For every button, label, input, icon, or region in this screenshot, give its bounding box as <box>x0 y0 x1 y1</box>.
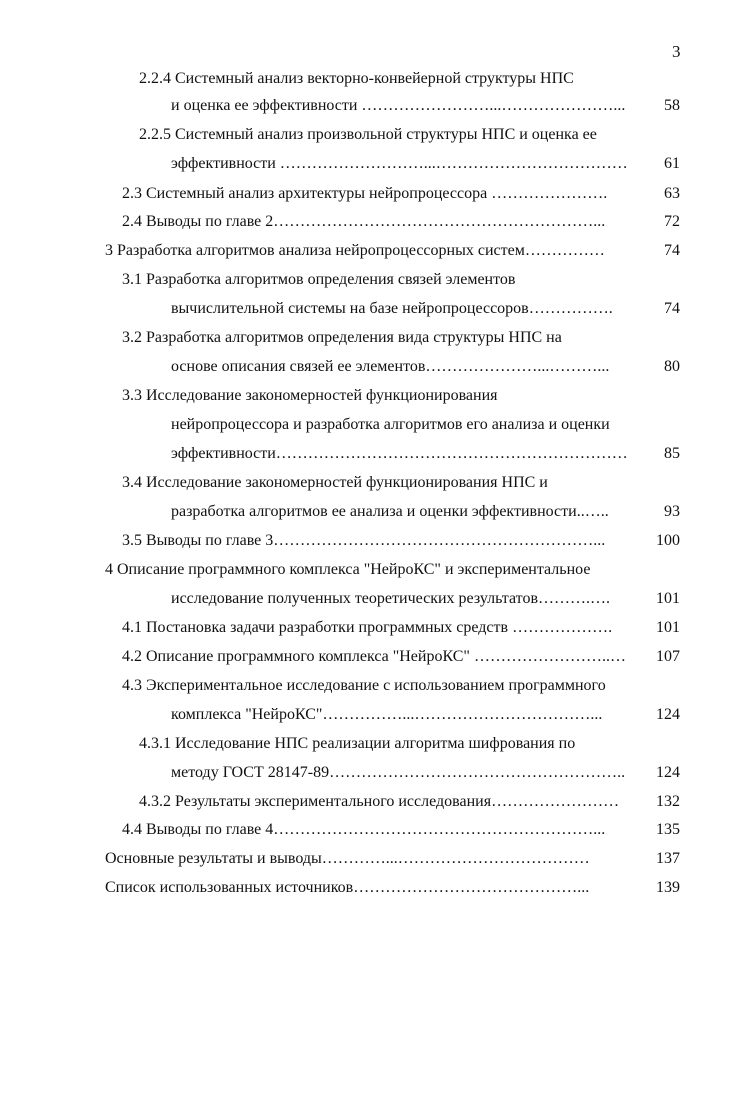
toc-entry: 3.3 Исследование закономерностей функционирования <box>122 387 498 404</box>
toc-page: 61 <box>664 155 680 172</box>
toc-page: 132 <box>656 793 680 810</box>
toc-entry: 3.5 Выводы по главе 3……………………………………………………... <box>122 532 606 549</box>
toc-page: 135 <box>656 821 680 838</box>
toc-entry: 2.4 Выводы по главе 2……………………………………………………... <box>122 213 606 230</box>
toc-entry: 4.3.2 Результаты экспериментального исследования…………………… <box>139 793 620 810</box>
toc-page: 100 <box>656 532 680 549</box>
toc-entry-cont: эффективности ………………………...……………………………… <box>171 155 628 172</box>
toc-page: 74 <box>664 300 680 317</box>
toc-entry-cont: и оценка ее эффективности ……………………...…………………... <box>171 97 626 114</box>
toc-page: 63 <box>664 185 680 202</box>
toc-page: 139 <box>656 879 680 896</box>
toc-entry: 4 Описание программного комплекса "НейроКС" и экспериментальное <box>105 561 591 578</box>
toc-page: 74 <box>664 242 680 259</box>
toc-entry: 4.4 Выводы по главе 4……………………………………………………... <box>122 821 606 838</box>
toc-entry-cont: вычислительной системы на базе нейропроцессоров……………. <box>171 300 613 317</box>
toc-entry: 2.2.5 Системный анализ произвольной структуры НПС и оценка ее <box>139 126 597 143</box>
toc-page: 101 <box>656 590 680 607</box>
toc-entry: 4.2 Описание программного комплекса "НейроКС" ……………………..… <box>122 648 626 665</box>
toc-page: 85 <box>664 445 680 462</box>
toc-page: 124 <box>656 764 680 781</box>
toc-page: 107 <box>656 648 680 665</box>
toc-entry: 3 Разработка алгоритмов анализа нейропроцессорных систем…………… <box>105 242 605 259</box>
toc-page: 124 <box>656 706 680 723</box>
toc-page: 58 <box>664 97 680 114</box>
toc-entry-cont: эффективности………………………………………………………… <box>171 445 628 462</box>
toc-entry-cont: исследование полученных теоретических результатов……….…. <box>171 590 611 607</box>
toc-page: 80 <box>664 358 680 375</box>
toc-entry: 2.3 Системный анализ архитектуры нейропроцессора …………………. <box>122 185 608 202</box>
toc-entry-cont: методу ГОСТ 28147-89……………………………………………….. <box>171 764 626 781</box>
page-number: 3 <box>672 42 681 61</box>
toc-entry: Список использованных источников……………………………………... <box>105 879 590 896</box>
toc-entry: 4.1 Постановка задачи разработки программных средств ………………. <box>122 619 613 636</box>
toc-entry: Основные результаты и выводы…………...……………………………… <box>105 850 590 867</box>
toc-entry: 4.3.1 Исследование НПС реализации алгоритма шифрования по <box>139 735 576 752</box>
toc-entry: 4.3 Экспериментальное исследование с использованием программного <box>122 677 606 694</box>
toc-page: 101 <box>656 619 680 636</box>
toc-entry-cont: комплекса "НейроКС"……………...……………………………... <box>171 706 603 723</box>
toc-entry-cont: основе описания связей ее элементов…………………...………... <box>171 358 610 375</box>
toc-page: 93 <box>664 503 680 520</box>
toc-entry: 3.1 Разработка алгоритмов определения связей элементов <box>122 271 516 288</box>
toc-page: 72 <box>664 213 680 230</box>
toc-entry-cont: разработка алгоритмов ее анализа и оценки эффективности..….. <box>171 503 609 520</box>
toc-page: 137 <box>656 850 680 867</box>
toc-entry: 3.4 Исследование закономерностей функционирования НПС и <box>122 474 548 491</box>
toc-entry: 2.2.4 Системный анализ векторно-конвейерной структуры НПС <box>139 70 574 87</box>
toc-entry-cont: нейропроцессора и разработка алгоритмов его анализа и оценки <box>171 416 610 433</box>
toc-entry: 3.2 Разработка алгоритмов определения вида структуры НПС на <box>122 329 562 346</box>
